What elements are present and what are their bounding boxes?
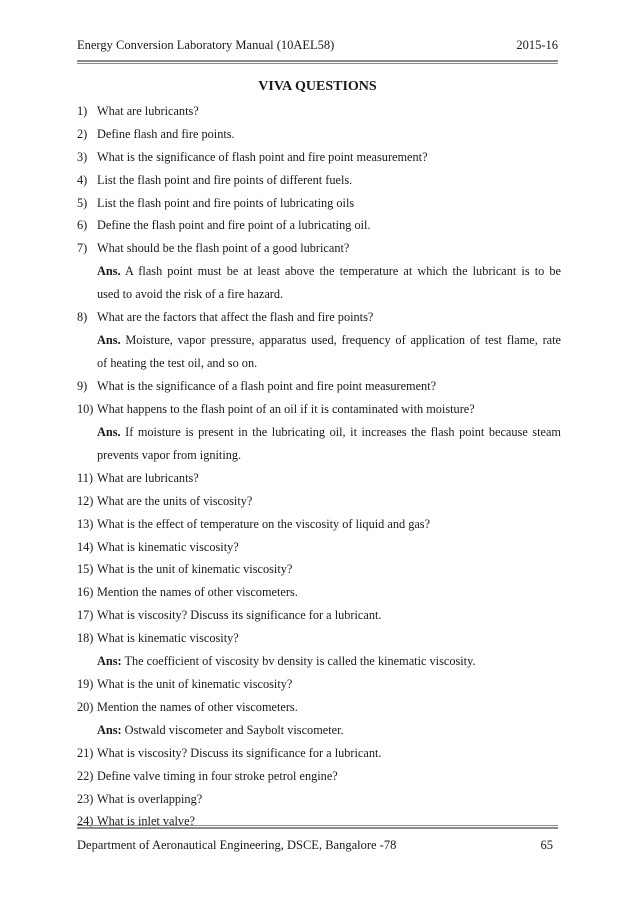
question-item xyxy=(77,375,561,398)
question-item xyxy=(77,765,561,788)
question-item xyxy=(77,581,561,604)
question-item xyxy=(77,742,561,765)
answer-label: Ans: xyxy=(97,654,122,669)
answer-line xyxy=(97,719,561,742)
question-text: What is viscosity? Discuss its significance for a lubricant. xyxy=(97,608,382,623)
question-number: 16) xyxy=(77,585,94,600)
question-number: 9) xyxy=(77,379,88,394)
question-text: What are lubricants? xyxy=(97,103,199,118)
page-number: 65 xyxy=(540,838,553,852)
answer-block xyxy=(77,650,561,673)
answer-text: Moisture, vapor pressure, apparatus used, frequency of application of test flame, rate xyxy=(120,333,561,348)
question-text: What happens to the flash point of an oil if it is contaminated with moisture? xyxy=(97,401,475,416)
header-title: Energy Conversion Laboratory Manual (10AEL58) xyxy=(77,38,335,52)
question-text: What should be the flash point of a good lubricant? xyxy=(97,241,350,256)
question-number: 15) xyxy=(77,562,94,577)
question-text: What are the factors that affect the flash and fire points? xyxy=(97,310,374,325)
footer-rule xyxy=(77,825,558,829)
question-item xyxy=(77,696,561,719)
question-text: What is the effect of temperature on the viscosity of liquid and gas? xyxy=(97,516,431,531)
question-item xyxy=(77,237,561,260)
question-text: Define valve timing in four stroke petrol engine? xyxy=(97,768,338,783)
question-item xyxy=(77,788,561,811)
page-title: VIVA QUESTIONS xyxy=(258,79,377,94)
question-number: 10) xyxy=(77,401,94,416)
question-text: What are the units of viscosity? xyxy=(97,493,253,508)
answer-block xyxy=(77,719,561,742)
question-number: 20) xyxy=(77,699,94,714)
answer-label: Ans: xyxy=(97,722,122,737)
answer-line xyxy=(97,329,561,352)
answer-label: Ans. xyxy=(97,264,121,279)
question-item xyxy=(77,627,561,650)
answer-label: Ans. xyxy=(97,424,121,439)
question-text: What is the unit of kinematic viscosity? xyxy=(97,676,293,691)
question-text: Mention the names of other viscometers. xyxy=(97,699,298,714)
question-number: 6) xyxy=(77,218,88,233)
question-number: 14) xyxy=(77,539,94,554)
question-number: 5) xyxy=(77,195,88,210)
answer-text: The coefficient of viscosity bv density is called the kinematic viscosity. xyxy=(121,654,476,669)
question-text: What is viscosity? Discuss its significance for a lubricant. xyxy=(97,745,382,760)
answer-label: Ans. xyxy=(97,333,121,348)
question-number: 11) xyxy=(77,470,93,485)
question-text: Define the flash point and fire point of a lubricating oil. xyxy=(97,218,371,233)
page-footer xyxy=(77,838,553,853)
question-number: 12) xyxy=(77,493,94,508)
answer-text: If moisture is present in the lubricating oil, it increases the flash point because steam xyxy=(120,424,561,439)
question-number: 4) xyxy=(77,172,88,187)
answer-line xyxy=(97,650,561,673)
question-item xyxy=(77,536,561,559)
answer-line xyxy=(97,421,561,444)
header-year: 2015-16 xyxy=(516,38,558,52)
question-number: 19) xyxy=(77,676,94,691)
answer-block xyxy=(77,329,561,375)
question-number: 7) xyxy=(77,241,88,256)
header-rule xyxy=(77,60,558,64)
question-number: 13) xyxy=(77,516,94,531)
question-text: Mention the names of other viscometers. xyxy=(97,585,298,600)
question-item xyxy=(77,306,561,329)
question-item xyxy=(77,214,561,237)
question-item xyxy=(77,810,561,833)
question-text: What is overlapping? xyxy=(97,791,203,806)
question-item xyxy=(77,169,561,192)
answer-block xyxy=(77,421,561,467)
question-number: 21) xyxy=(77,745,94,760)
question-item xyxy=(77,146,561,169)
answer-line: used to avoid the risk of a fire hazard. xyxy=(97,287,284,302)
question-item xyxy=(77,123,561,146)
question-item xyxy=(77,192,561,215)
question-number: 18) xyxy=(77,631,94,646)
question-number: 2) xyxy=(77,126,88,141)
answer-block xyxy=(77,260,561,306)
question-item xyxy=(77,513,561,536)
question-number: 23) xyxy=(77,791,94,806)
question-text: Define flash and fire points. xyxy=(97,126,235,141)
question-number: 3) xyxy=(77,149,88,164)
page-header xyxy=(77,37,558,53)
question-number: 8) xyxy=(77,310,88,325)
question-text: What is the significance of a flash point and fire point measurement? xyxy=(97,379,437,394)
question-text: What is the significance of flash point and fire point measurement? xyxy=(97,149,428,164)
question-item xyxy=(77,100,561,123)
question-text: What is kinematic viscosity? xyxy=(97,631,239,646)
question-number: 24) xyxy=(77,814,94,829)
question-text: What is inlet valve? xyxy=(97,814,195,829)
question-text: List the flash point and fire points of different fuels. xyxy=(97,172,353,187)
footer-department: Department of Aeronautical Engineering, DSCE, Bangalore -78 xyxy=(77,838,397,852)
question-number: 17) xyxy=(77,608,94,623)
question-item xyxy=(77,398,561,421)
question-item xyxy=(77,467,561,490)
question-item xyxy=(77,490,561,513)
question-number: 22) xyxy=(77,768,94,783)
answer-line xyxy=(97,260,561,283)
question-list xyxy=(77,100,561,833)
question-text: What are lubricants? xyxy=(97,470,199,485)
answer-text: A flash point must be at least above the temperature at which the lubricant is to be xyxy=(120,264,561,279)
answer-line: of heating the test oil, and so on. xyxy=(97,356,258,371)
question-item xyxy=(77,673,561,696)
question-number: 1) xyxy=(77,103,88,118)
question-text: What is kinematic viscosity? xyxy=(97,539,239,554)
answer-text: Ostwald viscometer and Saybolt viscometer. xyxy=(121,722,344,737)
question-text: What is the unit of kinematic viscosity? xyxy=(97,562,293,577)
question-item xyxy=(77,558,561,581)
question-text: List the flash point and fire points of lubricating oils xyxy=(97,195,355,210)
answer-line: prevents vapor from igniting. xyxy=(97,447,242,462)
question-item xyxy=(77,604,561,627)
